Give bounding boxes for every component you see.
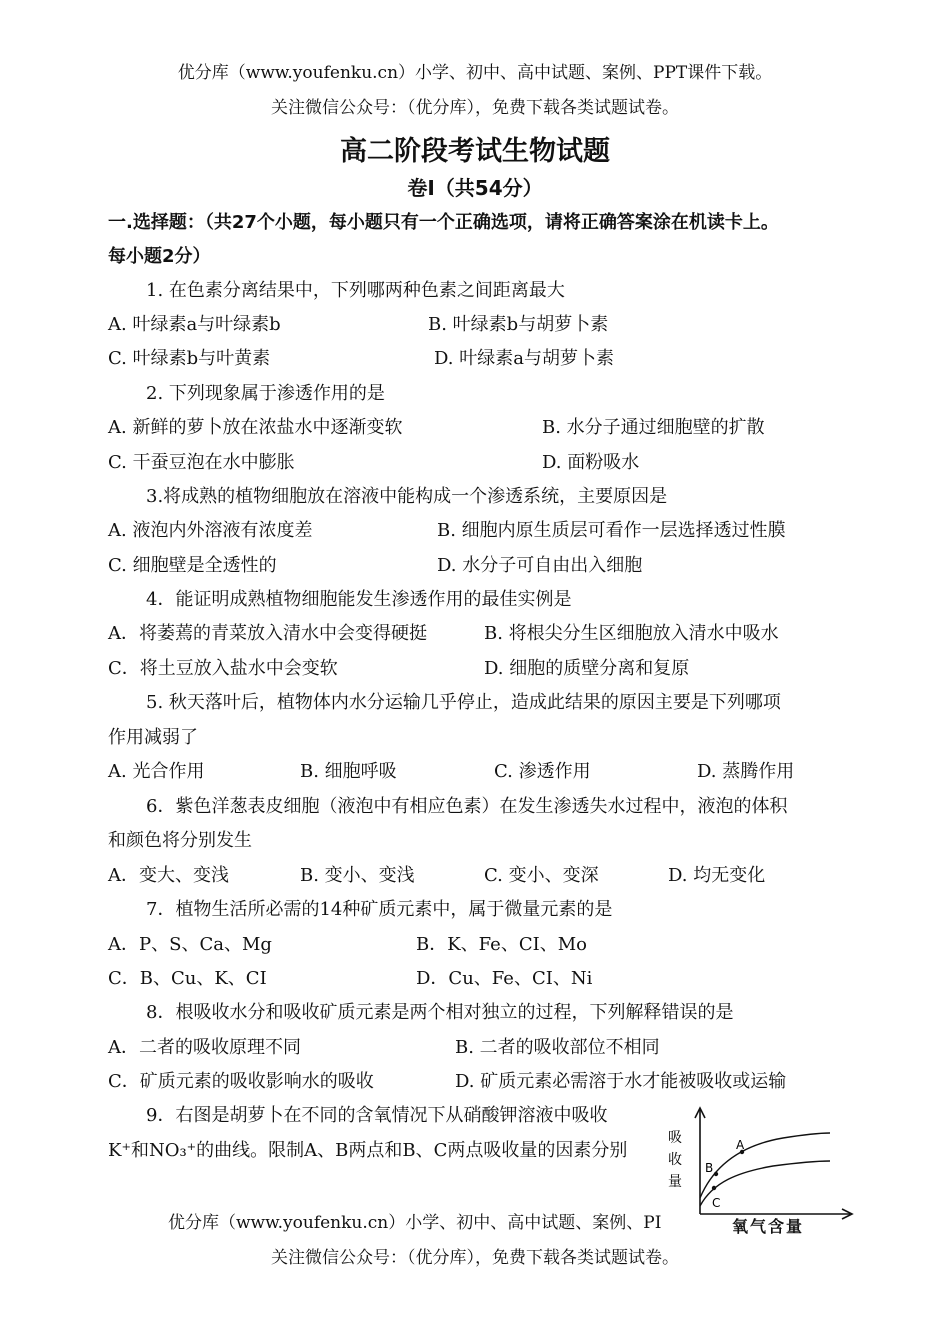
question-6-stem: 6．紫色洋葱表皮细胞（液泡中有相应色素）在发生渗透失水过程中，液泡的体积 [146, 796, 788, 817]
y-axis-label-char-1: 吸 [668, 1130, 682, 1146]
question-4-stem: 4．能证明成熟植物细胞能发生渗透作用的最佳实例是 [146, 589, 572, 610]
point-b-label: B [705, 1161, 714, 1175]
question-5-option-c: C. 渗透作用 [494, 761, 591, 782]
question-2-option-d: D. 面粉吸水 [542, 452, 640, 473]
point-c-label: C [712, 1196, 721, 1210]
question-4-option-d: D. 细胞的质壁分离和复原 [484, 658, 690, 679]
question-2-option-c: C. 干蚕豆泡在水中膨胀 [108, 452, 295, 473]
footer-line-2: 关注微信公众号：（优分库），免费下载各类试题试卷。 [271, 1248, 679, 1268]
x-axis-label: 氧气含量 [732, 1217, 805, 1236]
page-title: 高二阶段考试生物试题 [340, 136, 610, 167]
question-7-stem: 7．植物生活所必需的14种矿质元素中，属于微量元素的是 [146, 899, 613, 920]
question-1-option-a: A. 叶绿素a与叶绿素b [108, 314, 281, 335]
question-8-option-c: C．矿质元素的吸收影响水的吸收 [108, 1071, 374, 1092]
question-1-stem: 1. 在色素分离结果中，下列哪两种色素之间距离最大 [146, 280, 565, 301]
question-2-stem: 2. 下列现象属于渗透作用的是 [146, 383, 385, 404]
question-6-stem-cont: 和颜色将分别发生 [108, 830, 252, 851]
question-2-option-b: B. 水分子通过细胞壁的扩散 [542, 417, 765, 438]
question-7-option-c: C．B、Cu、K、CI [108, 968, 267, 989]
question-6-option-c: C. 变小、变深 [484, 865, 599, 886]
question-1-option-c: C. 叶绿素b与叶黄素 [108, 348, 271, 369]
question-1-option-d: D. 叶绿素a与胡萝卜素 [434, 348, 614, 369]
question-3-stem: 3.将成熟的植物细胞放在溶液中能构成一个渗透系统，主要原因是 [146, 486, 668, 507]
y-axis-label-char-3: 量 [668, 1174, 682, 1190]
question-4-option-b: B. 将根尖分生区细胞放入清水中吸水 [484, 623, 779, 644]
header-line-1: 优分库（www.youfenku.cn）小学、初中、高中试题、案例、PPT课件下载。 [177, 63, 773, 83]
question-3-option-d: D. 水分子可自由出入细胞 [437, 555, 643, 576]
question-5-option-b: B. 细胞呼吸 [300, 761, 397, 782]
question-4-option-a: A．将萎蔫的青菜放入清水中会变得硬挺 [108, 623, 427, 644]
question-5-stem: 5. 秋天落叶后，植物体内水分运输几乎停止，造成此结果的原因主要是下列哪项 [146, 692, 781, 713]
question-3-option-b: B. 细胞内原生质层可看作一层选择透过性膜 [437, 520, 786, 541]
question-3-option-c: C. 细胞壁是全透性的 [108, 555, 277, 576]
question-7-option-d: D．Cu、Fe、CI、Ni [416, 968, 593, 989]
question-8-stem: 8．根吸收水分和吸收矿质元素是两个相对独立的过程，下列解释错误的是 [146, 1002, 734, 1023]
point-c [712, 1186, 716, 1190]
question-6-option-d: D. 均无变化 [668, 865, 766, 886]
question-7-option-a: A．P、S、Ca、Mg [108, 934, 272, 955]
question-3-option-a: A. 液泡内外溶液有浓度差 [108, 520, 313, 541]
question-9-stem: 9．右图是胡萝卜在不同的含氧情况下从硝酸钾溶液中吸收 [146, 1105, 608, 1126]
point-a-label: A [736, 1138, 745, 1152]
curve-upper [700, 1133, 830, 1198]
question-9-stem-cont: K⁺和NO₃⁺的曲线。限制A、B两点和B、C两点吸收量的因素分别 [108, 1140, 628, 1161]
question-5-option-a: A. 光合作用 [108, 761, 205, 782]
question-6-option-b: B. 变小、变浅 [300, 865, 415, 886]
question-5-stem-cont: 作用减弱了 [108, 727, 198, 748]
footer-line-1: 优分库（www.youfenku.cn）小学、初中、高中试题、案例、PI [168, 1213, 662, 1233]
section-heading: 一.选择题：（共27个小题，每小题只有一个正确选项，请将正确答案涂在机读卡上。 [108, 212, 779, 233]
section-heading-cont: 每小题2分） [108, 246, 211, 267]
page-subtitle: 卷Ⅰ（共54分） [407, 176, 543, 200]
question-8-option-b: B. 二者的吸收部位不相同 [455, 1037, 660, 1058]
question-8-option-d: D. 矿质元素必需溶于水才能被吸收或运输 [455, 1071, 787, 1092]
question-1-option-b: B. 叶绿素b与胡萝卜素 [428, 314, 609, 335]
header-line-2: 关注微信公众号：（优分库），免费下载各类试题试卷。 [271, 98, 679, 118]
point-b [714, 1172, 718, 1176]
question-8-option-a: A．二者的吸收原理不同 [108, 1037, 301, 1058]
question-2-option-a: A. 新鲜的萝卜放在浓盐水中逐渐变软 [108, 417, 403, 438]
y-axis-label-char-2: 收 [668, 1152, 682, 1168]
question-4-option-c: C．将土豆放入盐水中会变软 [108, 658, 338, 679]
question-6-option-a: A．变大、变浅 [108, 865, 229, 886]
question-7-option-b: B．K、Fe、CI、Mo [416, 934, 587, 955]
question-5-option-d: D. 蒸腾作用 [697, 761, 795, 782]
